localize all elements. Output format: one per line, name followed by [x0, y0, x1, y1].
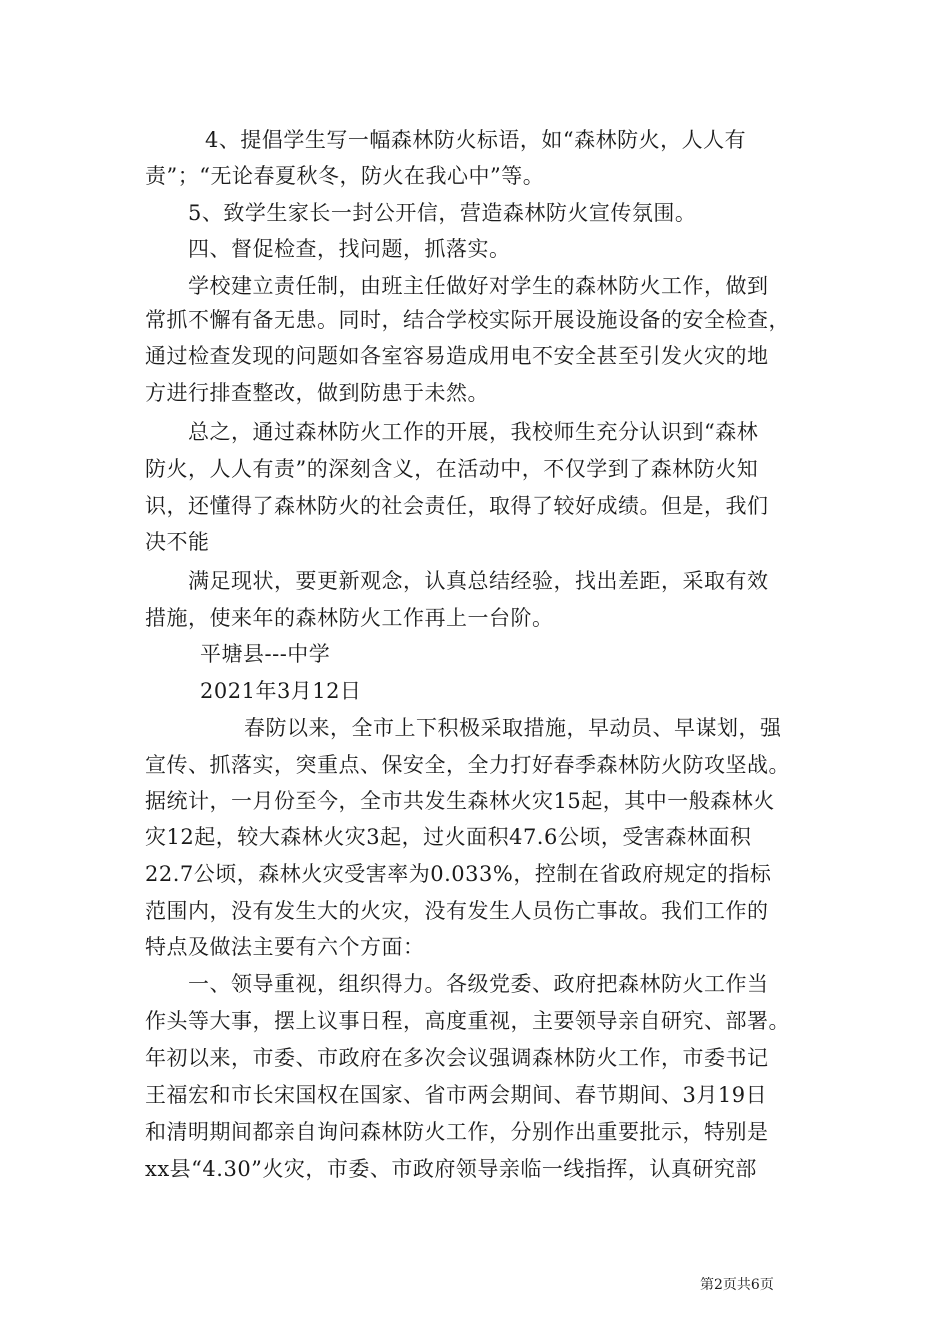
text-line: 决不能 — [145, 530, 210, 554]
text-line: 识，还懂得了森林防火的社会责任，取得了较好成绩。但是，我们 — [145, 494, 769, 518]
text-line: 宣传、抓落实，突重点、保安全，全力打好春季森林防火防攻坚战。 — [145, 753, 790, 777]
text-line: 措施，使来年的森林防火工作再上一台阶。 — [145, 606, 554, 630]
text-line: 责”；“无论春夏秋冬，防火在我心中”等。 — [145, 164, 545, 188]
text-line: 通过检查发现的问题如各室容易造成用电不安全甚至引发火灾的地 — [145, 344, 769, 368]
text-line: 四、督促检查，找问题，抓落实。 — [188, 237, 511, 261]
text-line: 4、提倡学生写一幅森林防火标语，如“森林防火，人人有 — [205, 128, 747, 152]
text-line: 春防以来，全市上下积极采取措施，早动员、早谋划，强 — [244, 716, 782, 740]
signature-school: 平塘县---中学 — [200, 642, 331, 666]
text-line: 范围内，没有发生大的火灾，没有发生人员伤亡事故。我们工作的 — [145, 899, 769, 923]
text-line: 5、致学生家长一封公开信，营造森林防火宣传氛围。 — [188, 201, 697, 225]
text-line: 满足现状，要更新观念，认真总结经验，找出差距，采取有效 — [188, 569, 769, 593]
text-line: 防火，人人有责”的深刻含义，在活动中，不仅学到了森林防火知 — [145, 457, 759, 481]
signature-date: 2021年3月12日 — [200, 679, 362, 703]
page-number: 第2页共6页 — [700, 1277, 774, 1293]
text-line: 学校建立责任制，由班主任做好对学生的森林防火工作，做到 — [188, 274, 769, 298]
text-line: 作头等大事，摆上议事日程，高度重视，主要领导亲自研究、部署。 — [145, 1009, 790, 1033]
text-line: 22.7公顷，森林火灾受害率为0.033%，控制在省政府规定的指标 — [145, 862, 772, 886]
text-line: xx县“4.30”火灾，市委、市政府领导亲临一线指挥，认真研究部 — [145, 1157, 757, 1181]
text-line: 王福宏和市长宋国权在国家、省市两会期间、春节期间、3月19日 — [145, 1083, 768, 1107]
text-line: 灾12起，较大森林火灾3起，过火面积47.6公顷，受害森林面积 — [145, 825, 752, 849]
text-line: 年初以来，市委、市政府在多次会议强调森林防火工作，市委书记 — [145, 1046, 769, 1070]
text-line: 总之，通过森林防火工作的开展，我校师生充分认识到“森林 — [188, 420, 759, 444]
text-line: 和清明期间都亲自询问森林防火工作，分别作出重要批示，特别是 — [145, 1120, 769, 1144]
text-line: 常抓不懈有备无患。同时，结合学校实际开展设施设备的安全检查， — [145, 308, 790, 332]
text-line: 方进行排查整改，做到防患于未然。 — [145, 381, 489, 405]
text-line: 一、领导重视，组织得力。各级党委、政府把森林防火工作当 — [188, 972, 769, 996]
text-line: 据统计，一月份至今，全市共发生森林火灾15起，其中一般森林火 — [145, 789, 775, 813]
text-line: 特点及做法主要有六个方面： — [145, 935, 425, 959]
